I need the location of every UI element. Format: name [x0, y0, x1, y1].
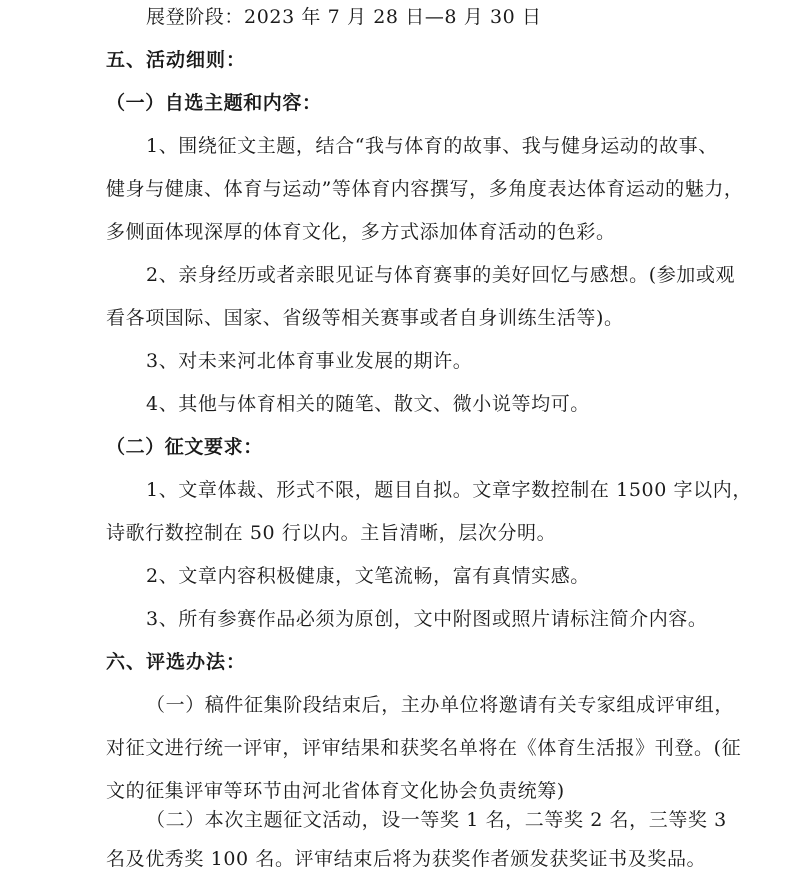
part-1-item-3: 3、对未来河北体育事业发展的期许。	[146, 350, 473, 372]
section-5-part-2-title: （二）征文要求：	[106, 436, 263, 458]
section-5-part-1-title: （一）自选主题和内容：	[106, 92, 322, 114]
part-2-item-1-line-1: 1、文章体裁、形式不限，题目自拟。文章字数控制在 1500 字以内，	[146, 479, 752, 501]
section-6-para-2-line-2: 名及优秀奖 100 名。评审结束后将为获奖作者颁发获奖证书及奖品。	[106, 848, 707, 870]
part-1-item-1-line-2: 健身与健康、体育与运动”等体育内容撰写，多角度表达体育运动的魅力，	[106, 178, 744, 200]
section-6-para-1-line-3: 文的征集评审等环节由河北省体育文化协会负责统筹)	[106, 780, 565, 802]
section-6-heading: 六、评选办法：	[106, 651, 247, 673]
exhibition-period: 展登阶段：2023 年 7 月 28 日—8 月 30 日	[146, 6, 542, 28]
part-2-item-2: 2、文章内容积极健康，文笔流畅，富有真情实感。	[146, 565, 590, 587]
part-1-item-2-line-1: 2、亲身经历或者亲眼见证与体育赛事的美好回忆与感想。(参加或观	[146, 264, 736, 286]
part-1-item-2-line-2: 看各项国际、国家、省级等相关赛事或者自身训练生活等)。	[106, 307, 624, 329]
part-2-item-3: 3、所有参赛作品必须为原创，文中附图或照片请标注简介内容。	[146, 608, 708, 630]
part-2-item-1-line-2: 诗歌行数控制在 50 行以内。主旨清晰，层次分明。	[106, 522, 557, 544]
section-6-para-2-line-1: （二）本次主题征文活动，设一等奖 1 名，二等奖 2 名，三等奖 3	[146, 809, 727, 831]
part-1-item-4: 4、其他与体育相关的随笔、散文、微小说等均可。	[146, 393, 590, 415]
section-6-para-1-line-1: （一）稿件征集阶段结束后，主办单位将邀请有关专家组成评审组，	[146, 694, 735, 716]
part-1-item-1-line-3: 多侧面体现深厚的体育文化，多方式添加体育活动的色彩。	[106, 221, 616, 243]
part-1-item-1-line-1: 1、围绕征文主题，结合“我与体育的故事、我与健身运动的故事、	[146, 135, 718, 157]
section-6-para-1-line-2: 对征文进行统一评审，评审结果和获奖名单将在《体育生活报》刊登。(征	[106, 737, 742, 759]
section-5-heading: 五、活动细则：	[106, 49, 247, 71]
